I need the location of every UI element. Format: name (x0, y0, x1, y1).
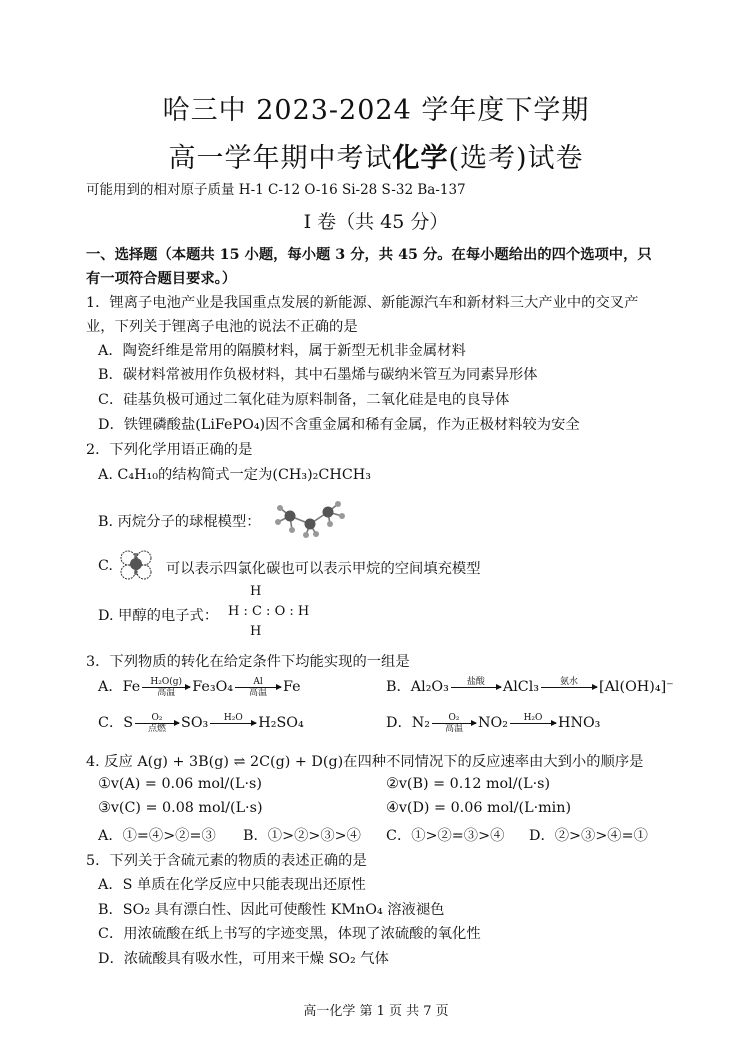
methanol-electron-formula: H : C : O : H (228, 604, 310, 619)
methanol-h-top: H (250, 584, 262, 599)
q2-option-d: D. 甲醇的电子式： (98, 608, 219, 624)
section-title: I 卷（共 45 分） (303, 211, 449, 233)
q4-option-c: C．①>②=③>④ (386, 828, 505, 844)
page-footer: 高一化学 第 1 页 共 7 页 (303, 1004, 449, 1019)
q3-option-c: C．S O₂ 点燃 SO₃ H₂O H₂SO₄ (98, 712, 304, 734)
q4-stem: 4. 反应 A(g) + 3B(g) ⇌ 2C(g) + D(g)在四种不同情况下的反应速率由大到小的顺序是 (86, 754, 644, 770)
part1-heading-b: 有一项符合题目要求。） (86, 271, 237, 287)
title-post: (选考)试卷 (448, 143, 584, 174)
q1-option-b: B．碳材料常被用作负极材料，其中石墨烯与碳纳米管互为同素异形体 (98, 367, 538, 383)
q5-option-d: D．浓硫酸具有吸水性，可用来干燥 SO₂ 气体 (98, 951, 389, 967)
q3-option-a: A．Fe H₂O(g) 高温 Fe₃O₄ Al 高温 Fe (98, 676, 301, 698)
atomic-masses: 可能用到的相对原子质量 H-1 C-12 O-16 Si-28 S-32 Ba-137 (86, 182, 466, 198)
q2-stem: 2．下列化学用语正确的是 (86, 442, 253, 458)
q1-stem-a: 1．锂离子电池产业是我国重点发展的新能源、新能源汽车和新材料三大产业中的交叉产 (86, 295, 639, 311)
q1-option-d: D．铁锂磷酸盐(LiFePO₄)因不含重金属和稀有金属，作为正极材料较为安全 (98, 417, 580, 433)
q4-option-a: A．①=④>②=③ (98, 828, 216, 844)
exam-title-line1: 哈三中 2023-2024 学年度下学期 (162, 95, 590, 126)
q2-option-b: B. 丙烷分子的球棍模型： (98, 514, 261, 530)
title-bold-subject: 化学 (392, 143, 449, 174)
q1-option-c: C．硅基负极可通过二氧化硅为原料制备，二氧化硅是电的良导体 (98, 392, 510, 408)
q1-stem-b: 业，下列关于锂离子电池的说法不正确的是 (86, 319, 358, 335)
q5-option-b: B．SO₂ 具有漂白性、因此可使酸性 KMnO₄ 溶液褪色 (98, 902, 445, 918)
q4-option-b: B．①>②>③>④ (243, 828, 361, 844)
q4-rate-1: ①v(A) = 0.06 mol/(L·s) (98, 776, 262, 792)
q3-option-d: D．N₂ O₂ 高温 NO₂ H₂O HNO₃ (386, 712, 601, 734)
q4-rate-2: ②v(B) = 0.12 mol/(L·s) (386, 776, 551, 792)
exam-title-line2 (0, 136, 752, 175)
methanol-h-bottom: H (250, 624, 262, 639)
space-filling-model-icon (118, 546, 154, 582)
q2-option-a: A. C₄H₁₀的结构简式一定为(CH₃)₂CHCH₃ (98, 467, 371, 483)
propane-ball-stick-model (266, 498, 350, 538)
q4-option-d: D．②>③>④=① (529, 828, 648, 844)
q2-option-c-label: C. (98, 558, 113, 574)
q5-option-a: A．S 单质在化学反应中只能表现出还原性 (98, 877, 366, 893)
q4-rate-3: ③v(C) = 0.08 mol/(L·s) (98, 800, 263, 816)
q3-stem: 3．下列物质的转化在给定条件下均能实现的一组是 (86, 654, 410, 670)
q1-option-a: A．陶瓷纤维是常用的隔膜材料，属于新型无机非金属材料 (98, 343, 466, 359)
part1-heading-a: 一、选择题（本题共 15 小题，每小题 3 分，共 45 分。在每小题给出的四个选项中，只 (86, 247, 652, 263)
q4-rate-4: ④v(D) = 0.06 mol/(L·min) (386, 800, 572, 816)
q2-option-c-text: 可以表示四氯化碳也可以表示甲烷的空间填充模型 (166, 561, 481, 577)
q5-option-c: C．用浓硫酸在纸上书写的字迹变黑，体现了浓硫酸的氧化性 (98, 926, 481, 942)
title-pre: 高一学年期中考试 (168, 143, 393, 174)
q3-option-b: B．Al₂O₃ 盐酸 AlCl₃ 氨水 [Al(OH)₄]⁻ (386, 676, 674, 695)
q5-stem: 5．下列关于含硫元素的物质的表述正确的是 (86, 853, 367, 869)
